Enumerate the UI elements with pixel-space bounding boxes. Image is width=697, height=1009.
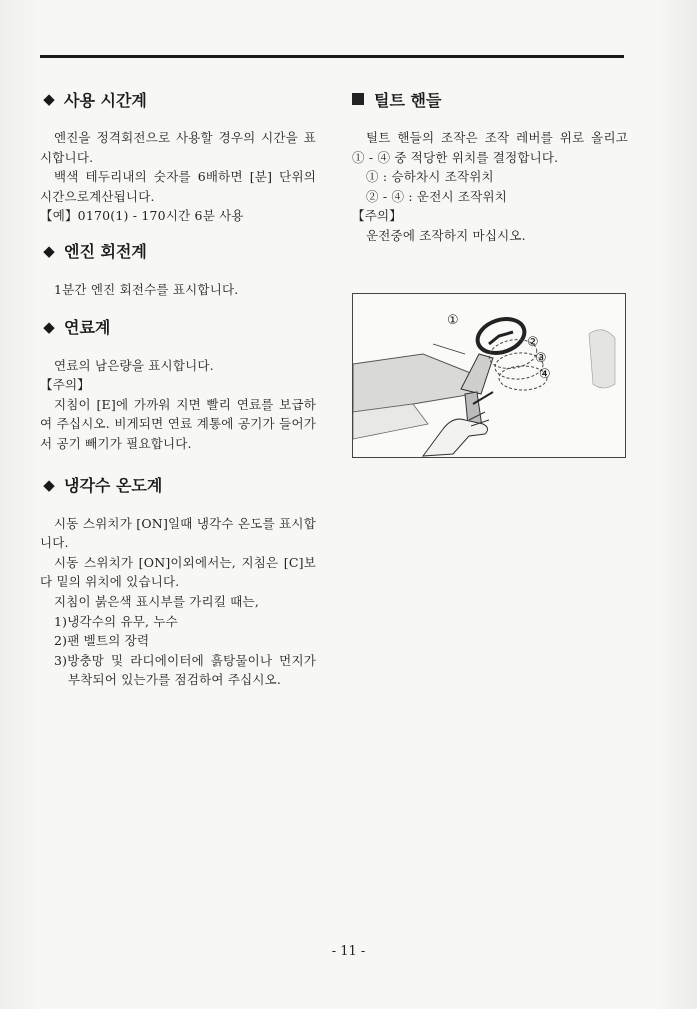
tilt-handle-illustration: [353, 294, 625, 457]
right-column: [352, 86, 628, 246]
diamond-bullet-icon: ◆: [43, 241, 55, 260]
paragraph: 시동 스위치가 [ON]일때 냉각수 온도를 표시합니다.: [40, 515, 316, 551]
paragraph: 운전중에 조작하지 마십시오.: [366, 227, 526, 243]
example-line: 【예】0170(1) - 170시간 6분 사용: [40, 208, 244, 224]
paragraph: 엔진을 정격회전으로 사용할 경우의 시간을 표시합니다.: [40, 130, 316, 165]
diamond-bullet-icon: ◆: [43, 90, 55, 108]
paragraph: 지침이 [E]에 가까워 지면 빨리 연료를 보급하여 주십시오. 비게되면 연료 계통에 공기가 들어가서 공기 빼기가 필요합니다.: [40, 396, 316, 451]
list-item: 3)방충망 및 라디에이터에 흙탕물이나 먼지가 부착되어 있는가를 점검하여 주십시오.: [54, 652, 316, 688]
position-label-3: ③: [535, 351, 547, 366]
paragraph: 연료의 남은량을 표시합니다.: [54, 357, 214, 373]
diamond-bullet-icon: ◆: [43, 317, 55, 336]
diamond-bullet-icon: ◆: [43, 475, 55, 494]
position-label-4: ④: [539, 367, 551, 382]
position-label-2: ②: [527, 335, 539, 350]
section-title: 연료계: [64, 318, 111, 338]
caution-label: 【주의】: [352, 208, 402, 224]
section-heading-fuel-gauge: [40, 314, 316, 340]
section-title: 사용 시간계: [64, 90, 147, 110]
operator-hand: [423, 419, 488, 456]
paragraph: 1분간 엔진 회전수를 표시합니다.: [54, 281, 239, 297]
section-heading-coolant-temp: [40, 472, 316, 498]
section-heading-hour-meter: [40, 86, 316, 112]
position-label-1: ①: [447, 313, 459, 328]
position-line: ① : 승하차시 조작위치: [366, 169, 494, 185]
seat-back: [589, 330, 615, 388]
list-item: 1)냉각수의 유무, 누수: [54, 613, 178, 629]
position-line: ② - ④ : 운전시 조작위치: [366, 188, 508, 204]
pointer-line: [433, 344, 465, 354]
tilt-handle-figure: [352, 293, 626, 458]
caution-label: 【주의】: [40, 377, 90, 393]
paragraph: 지침이 붉은색 표시부를 가리킬 때는,: [54, 593, 259, 609]
top-rule: [40, 55, 624, 58]
paragraph: 백색 테두리내의 숫자를 6배하면 [분] 단위의 시간으로계산됩니다.: [40, 169, 316, 204]
section-heading-tachometer: [40, 238, 316, 264]
square-bullet-icon: [352, 93, 364, 105]
list-item: 2)팬 벨트의 장력: [54, 633, 150, 649]
left-column: [40, 86, 316, 690]
dashboard-panel: [353, 354, 473, 412]
page-number: - 11 -: [331, 944, 366, 959]
steering-spoke: [489, 332, 513, 344]
section-title: 엔진 회전계: [64, 242, 147, 262]
paragraph: 틸트 핸들의 조작은 조작 레버를 위로 올리고 ① - ④ 중 적당한 위치를 결정합니다.: [352, 130, 628, 165]
section-title: 냉각수 온도계: [64, 476, 163, 496]
section-title: 틸트 핸들: [374, 90, 442, 110]
paragraph: 시동 스위치가 [ON]이외에서는, 지침은 [C]보다 밑의 위치에 있습니다.: [40, 554, 316, 590]
section-heading-tilt-handle: [352, 86, 628, 112]
